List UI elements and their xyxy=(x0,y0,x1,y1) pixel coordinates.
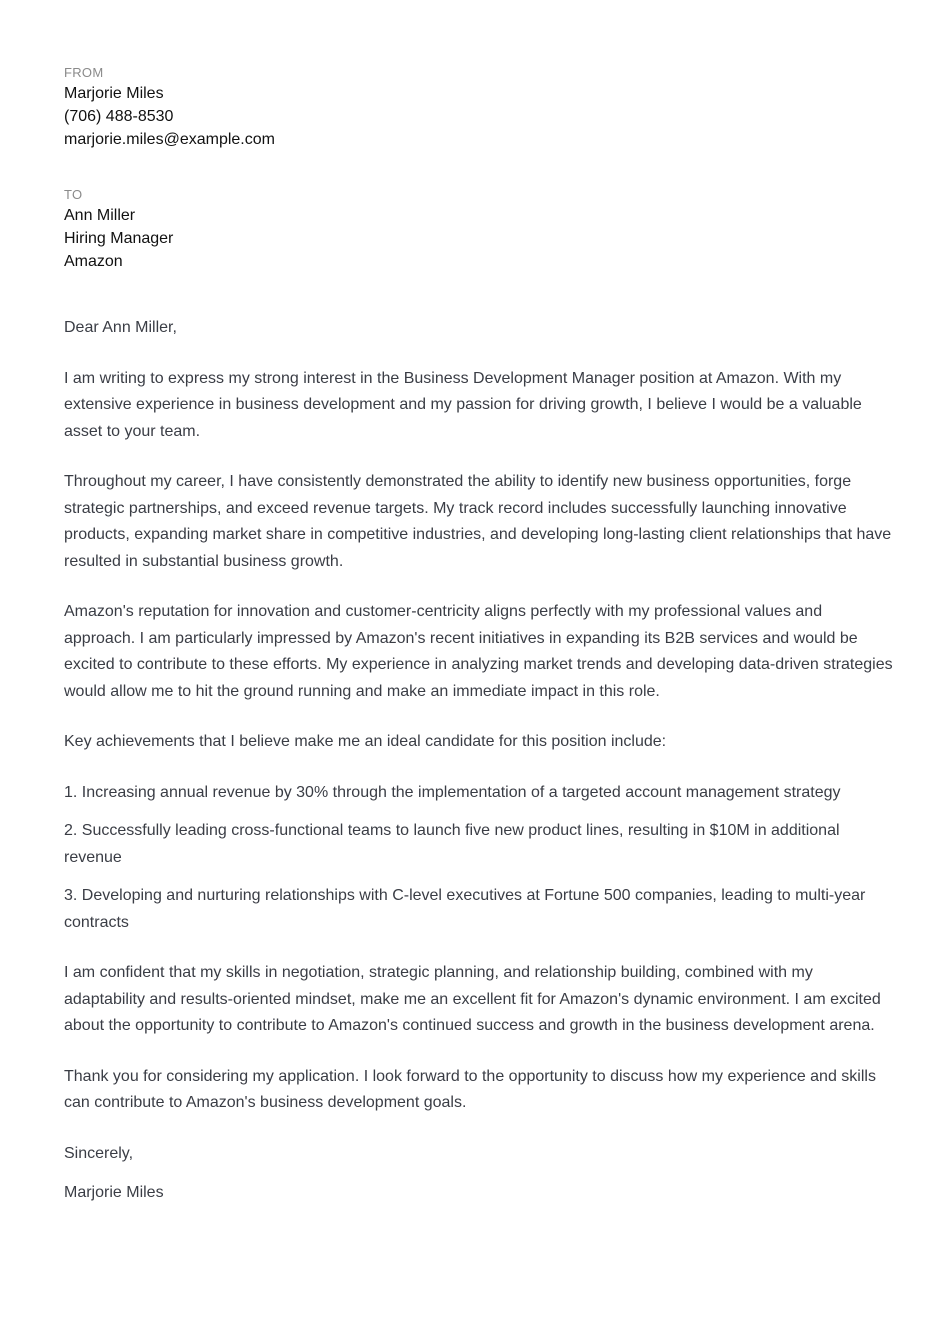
recipient-name: Ann Miller xyxy=(64,207,136,224)
greeting: Dear Ann Miller, xyxy=(64,319,177,336)
signature: Marjorie Miles xyxy=(64,1184,164,1201)
sender-phone: (706) 488-8530 xyxy=(64,108,174,125)
sender-name: Marjorie Miles xyxy=(64,85,164,102)
letter-body xyxy=(64,315,894,1207)
recipient-company: Amazon xyxy=(64,253,123,270)
sign-off: Sincerely, xyxy=(64,1144,134,1162)
achievements-list xyxy=(64,780,894,937)
to-label: TO xyxy=(64,187,83,202)
from-label: FROM xyxy=(64,65,104,80)
paragraph-career: Throughout my career, I have consistently demonstrated the ability to identify new business opportunities, forge strategic partnerships, and exceed revenue targets. My track record includes successfully launching innovative products, expanding market share in competitive industries, and developing long-lasting client relationships that have resulted in substantial business growth. xyxy=(64,473,892,570)
paragraph-intro: I am writing to express my strong interest in the Business Development Manager position at Amazon. With my extensive experience in business development and my passion for driving growth, I believe I would be a valuable asset to your team. xyxy=(64,369,862,440)
recipient-block xyxy=(64,186,894,273)
achievement-item: 2. Successfully leading cross-functional teams to launch five new product lines, resulting in $10M in additional revenue xyxy=(64,822,840,866)
paragraph-amazon: Amazon's reputation for innovation and customer-centricity aligns perfectly with my professional values and approach. I am particularly impressed by Amazon's recent initiatives in expanding its B2B services and would be excited to contribute to these efforts. My experience in analyzing market trends and developing data-driven strategies would allow me to hit the ground running and make an immediate impact in this role. xyxy=(64,603,893,700)
sender-email: marjorie.miles@example.com xyxy=(64,131,275,148)
achievement-item: 3. Developing and nurturing relationships with C-level executives at Fortune 500 companies, leading to multi-year contracts xyxy=(64,887,866,931)
achievement-item: 1. Increasing annual revenue by 30% through the implementation of a targeted account management strategy xyxy=(64,783,841,801)
paragraph-thank-you: Thank you for considering my application. I look forward to the opportunity to discuss how my experience and skills can contribute to Amazon's business development goals. xyxy=(64,1067,876,1111)
paragraph-achievements-intro: Key achievements that I believe make me an ideal candidate for this position include: xyxy=(64,733,667,750)
sender-block xyxy=(64,64,894,151)
paragraph-confidence: I am confident that my skills in negotiation, strategic planning, and relationship building, combined with my adaptability and results-oriented mindset, make me an excellent fit for Amazon's dynamic environment. I am excited about the opportunity to contribute to Amazon's continued success and growth in the business development arena. xyxy=(64,964,881,1034)
cover-letter xyxy=(64,64,894,1207)
recipient-title: Hiring Manager xyxy=(64,230,174,247)
